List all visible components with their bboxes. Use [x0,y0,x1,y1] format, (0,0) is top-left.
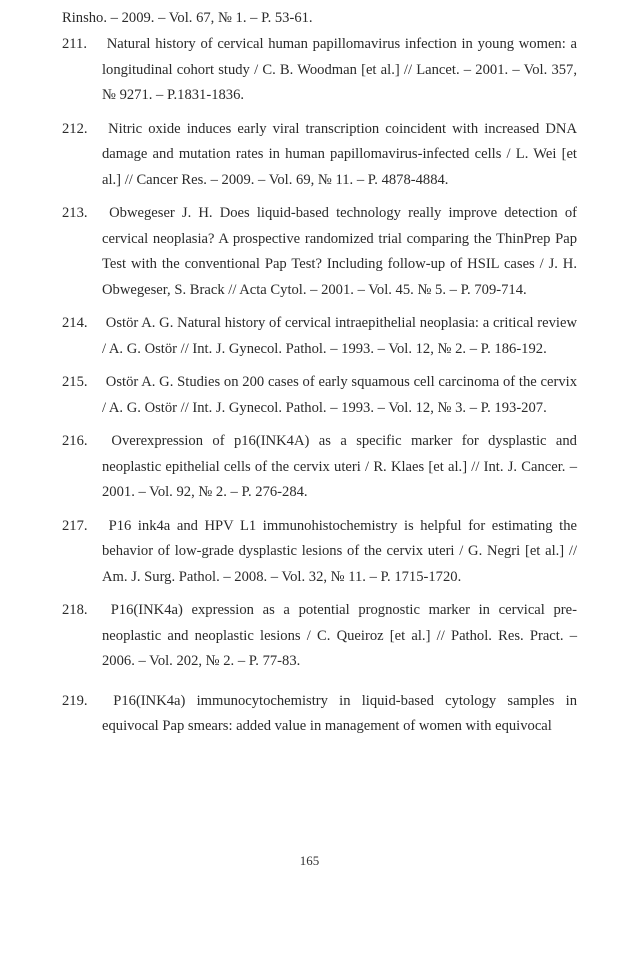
reference-item [62,514,577,591]
reference-number: 214. [62,315,88,331]
reference-text: Obwegeser J. H. Does liquid-based technology really improve detection of cervical neoplasia? A prospective randomized trial comparing the ThinPrep Pap Test with the conventional Pap Test? Including follow-up of HSIL cases / J. H. Obwegeser, S. Brack // Acta Cytol. – 2001. – Vol. 45. № 5. – P. 709-714. [102,205,577,298]
reference-list [62,32,577,748]
reference-number: 213. [62,205,88,221]
reference-item [62,32,577,109]
reference-item [62,689,577,740]
reference-text: Natural history of cervical human papillomavirus infection in young women: a longitudinal cohort study / C. B. Woodman [et al.] // Lancet. – 2001. – Vol. 357, № 9271. – P.1831-1836. [102,36,577,103]
reference-number: 211. [62,36,87,52]
reference-text: Ostör A. G. Natural history of cervical intraepithelial neoplasia: a critical review / A. G. Ostör // Int. J. Gynecol. Pathol. – 1993. – Vol. 12, № 2. – P. 186-192. [102,315,577,357]
reference-text: Overexpression of p16(INK4A) as a specific marker for dysplastic and neoplastic epithelial cells of the cervix uteri / R. Klaes [et al.] // Int. J. Cancer. – 2001. – Vol. 92, № 2. – P. 276-284. [102,433,577,500]
reference-number: 215. [62,374,88,390]
reference-item [62,311,577,362]
reference-text: Nitric oxide induces early viral transcription coincident with increased DNA damage and mutation rates in human papillomavirus-infected cells / L. Wei [et al.] // Cancer Res. – 2009. – Vol. 69, № 11. – P. 4878-4884. [102,120,577,188]
reference-item [62,598,577,675]
reference-text: P16(INK4a) immunocytochemistry in liquid-based cytology samples in equivocal Pap smears: added value in management of women with equivocal [102,692,577,734]
reference-item [62,117,577,194]
page-number: 165 [299,853,320,868]
reference-item [62,429,577,506]
reference-item [62,370,577,421]
reference-text: P16(INK4a) expression as a potential prognostic marker in cervical pre-neoplastic and neoplastic lesions / C. Queiroz [et al.] // Pathol. Res. Pract. – 2006. – Vol. 202, № 2. – P. 77-83. [102,602,578,669]
reference-number: 219. [62,692,88,709]
reference-text: Ostör A. G. Studies on 200 cases of early squamous cell carcinoma of the cervix / A. G. Ostör // Int. J. Gynecol. Pathol. – 1993. – Vol. 12, № 3. – P. 193-207. [102,374,578,416]
reference-number: 218. [62,602,88,618]
reference-number: 217. [62,517,88,534]
reference-text: P16 ink4a and HPV L1 immunohistochemistry is helpful for estimating the behavior of low-grade dysplastic lesions of the cervix uteri / G. Negri [et al.] // Am. J. Surg. Pathol. – 2008. – Vol. 32, № 11. – P. 1715-1720. [102,517,577,585]
continuation-text: Rinsho. – 2009. – Vol. 67, № 1. – P. 53-61. [62,10,313,26]
reference-item [62,201,577,303]
reference-number: 216. [62,433,88,449]
reference-number: 212. [62,120,88,137]
